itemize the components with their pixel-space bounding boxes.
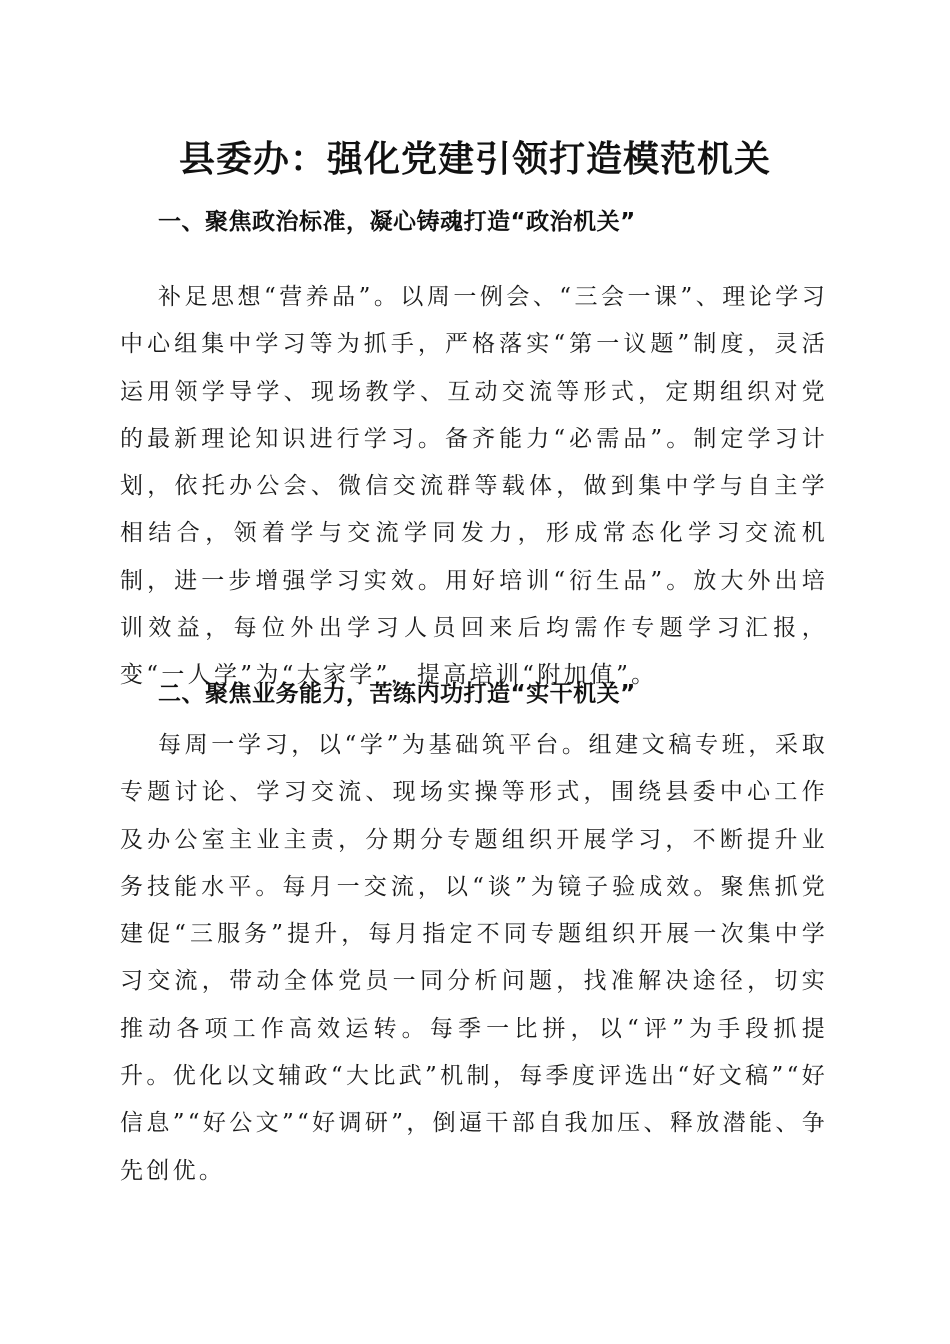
section-paragraph-political: 补足思想“营养品”。以周一例会、“三会一课”、理论学习中心组集中学习等为抓手，严格落实“第一议题”制度，灵活运用领学导学、现场教学、互动交流等形式，定期组织对党的最新理论知识进行学习。备齐能力“必需品”。制定学习计划，依托办公会、微信交流群等载体，做到集中学与自主学相结合，领着学与交流学同发力，形成常态化学习交流机制，进一步增强学习实效。用好培训“衍生品”。放大外出培训效益，每位外出学习人员回来后均需作专题学习汇报，变“一人学”为“大家学”，提高培训“附加值”。 bbox=[120, 284, 828, 689]
document-title: 县委办：强化党建引领打造模范机关 bbox=[178, 139, 771, 180]
section-heading-political: 一、聚焦政治标准，凝心铸魂打造“政治机关” bbox=[158, 209, 636, 235]
section-heading-practical: 二、聚焦业务能力，苦练内功打造“实干机关” bbox=[158, 681, 636, 707]
section-paragraph-practical: 每周一学习，以“学”为基础筑平台。组建文稿专班，采取专题讨论、学习交流、现场实操等形式，围绕县委中心工作及办公室主业主责，分期分专题组织开展学习，不断提升业务技能水平。每月一交流，以“谈”为镜子验成效。聚焦抓党建促“三服务”提升，每月指定不同专题组织开展一次集中学习交流，带动全体党员一同分析问题，找准解决途径，切实推动各项工作高效运转。每季一比拼，以“评”为手段抓提升。优化以文辅政“大比武”机制，每季度评选出“好文稿”“好信息”“好公文”“好调研”，倒逼干部自我加压、释放潜能、争先创优。 bbox=[120, 732, 828, 1184]
